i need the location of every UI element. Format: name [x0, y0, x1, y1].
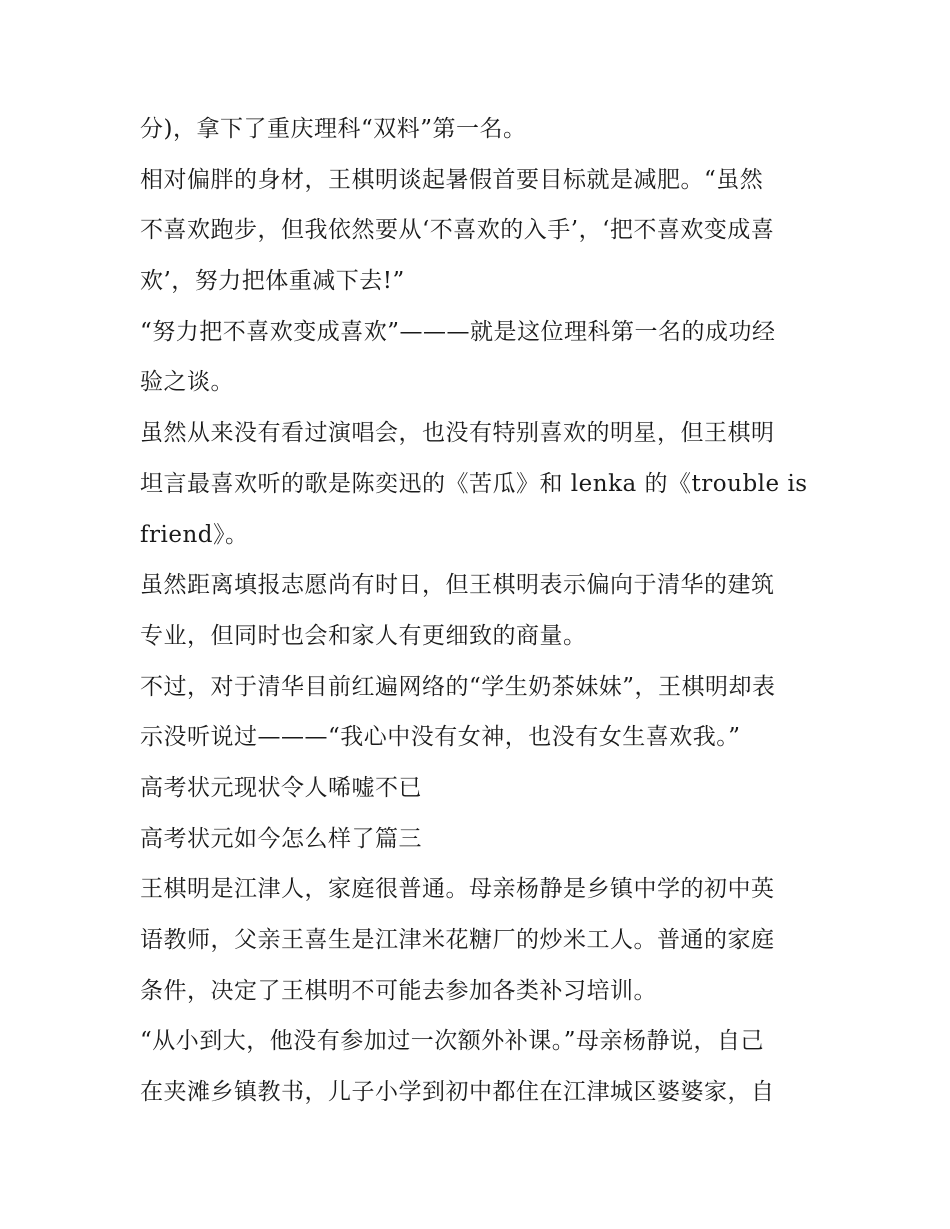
- text-line: 条件，决定了王棋明不可能去参加各类补习培训。: [140, 977, 657, 1004]
- text-line: “努力把不喜欢变成喜欢”———就是这位理科第一名的成功经: [140, 318, 776, 345]
- text-line: 坦言最喜欢听的歌是陈奕迅的《苦瓜》和 lenka 的《trouble is: [140, 470, 808, 497]
- text-line: 语教师，父亲王喜生是江津米花糖厂的炒米工人。普通的家庭: [140, 927, 775, 953]
- text-line: 不过，对于清华目前红遍网络的“学生奶茶妹妹”，王棋明却表: [140, 673, 776, 700]
- section-heading: 高考状元如今怎么样了篇三: [140, 825, 422, 852]
- text-line: friend》。: [140, 521, 249, 548]
- section-heading: 高考状元现状令人唏嘘不已: [140, 774, 422, 801]
- text-line: 虽然从来没有看过演唱会，也没有特别喜欢的明星，但王棋明: [140, 420, 775, 447]
- text-line: 虽然距离填报志愿尚有时日，但王棋明表示偏向于清华的建筑: [140, 572, 775, 599]
- text-line: 相对偏胖的身材，王棋明谈起暑假首要目标就是减肥。“虽然: [140, 166, 764, 193]
- text-line: 欢’，努力把体重减下去!”: [140, 268, 405, 295]
- text-line: “从小到大，他没有参加过一次额外补课。”母亲杨静说，自己: [140, 1028, 765, 1055]
- text-line: 不喜欢跑步，但我依然要从‘不喜欢的入手’，‘把不喜欢变成喜: [140, 217, 775, 244]
- document-body: [140, 104, 820, 1118]
- text-line: 示没听说过———“我心中没有女神，也没有女生喜欢我。”: [140, 724, 741, 751]
- text-line: 专业，但同时也会和家人有更细致的商量。: [140, 622, 587, 649]
- text-line: 分)，拿下了重庆理科“双料”第一名。: [140, 116, 527, 142]
- text-line: 验之谈。: [140, 369, 234, 396]
- text-line: 王棋明是江津人，家庭很普通。母亲杨静是乡镇中学的初中英: [140, 876, 775, 903]
- text-line: 在夹滩乡镇教书，儿子小学到初中都住在江津城区婆婆家，自: [140, 1079, 775, 1106]
